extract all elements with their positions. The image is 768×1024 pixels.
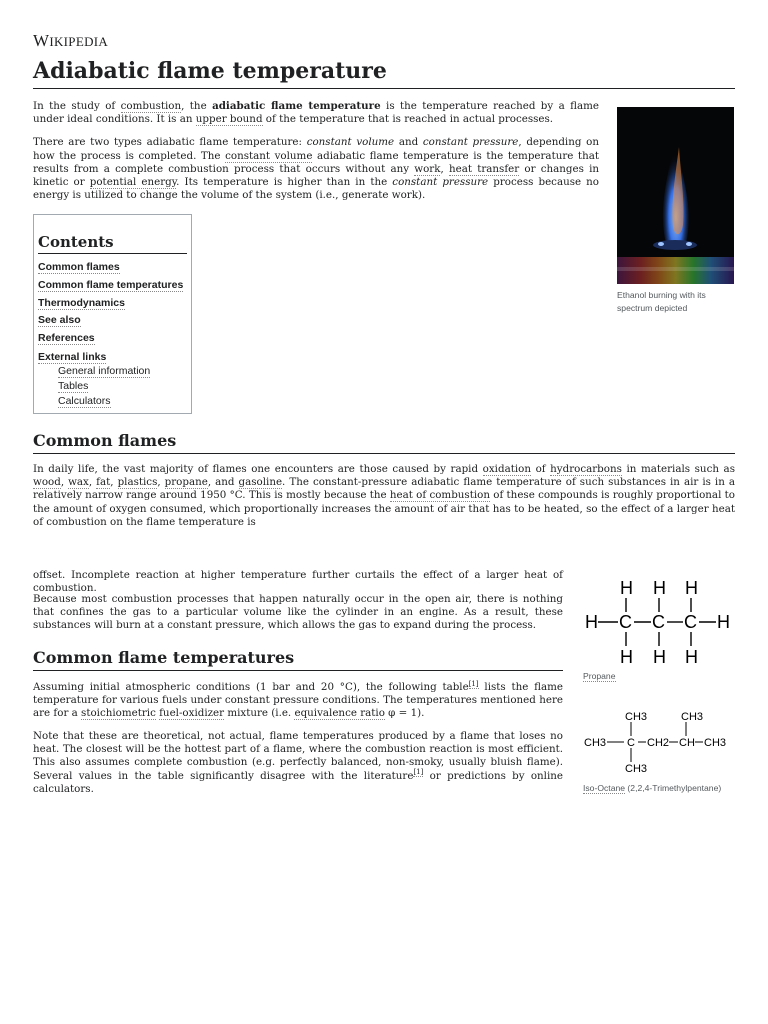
common-flames-paragraph-2: Because most combustion processes that happen naturally occur in the open air, there is nothing that confines the gas to a particular volume like the cylinder in an engine. As a result, these substances will burn at a constant pressure, which allows the gas to expand during the process.	[33, 593, 563, 632]
propane-atom: C	[652, 612, 665, 632]
common-flames-paragraph-1-continued: offset. Incomplete reaction at higher temperature further curtails the effect of a larger heat of combustion.	[33, 569, 563, 595]
link-heat-of-combustion[interactable]: heat of combustion	[389, 489, 490, 502]
propane-atom: H	[685, 578, 698, 598]
propane-atom: C	[684, 612, 697, 632]
table-of-contents	[33, 214, 192, 414]
link-stoichiometric[interactable]: stoichiometric	[81, 707, 156, 720]
iso-octane-caption-link[interactable]: Iso-Octane	[583, 783, 626, 793]
link-plastics[interactable]: plastics	[117, 476, 158, 489]
intro-section	[33, 100, 599, 202]
section-heading-common-flames: Common flames	[33, 431, 735, 454]
wikipedia-logo[interactable]: WIKIPEDIA	[33, 31, 109, 50]
propane-atom: H	[620, 647, 633, 666]
toc-subitem-tables[interactable]: Tables	[58, 380, 89, 393]
figure-propane	[583, 576, 735, 683]
link-wood[interactable]: wood	[33, 476, 61, 489]
intro-paragraph-2: There are two types adiabatic flame temperature: constant volume and constant pressure, depending on how the process is completed. The constant volume adiabatic flame temperature is the temperature that results from a complete combustion process that occurs without any work, heat transfer or changes in kinetic or potential energy. Its temperature is higher than in the constant pressure process because no energy is utilized to change the volume of the system (i.e., generate work).	[33, 136, 600, 202]
reference-link-1[interactable]: [1]	[468, 679, 479, 688]
common-flames-paragraph-1: In daily life, the vast majority of flames one encounters are those caused by rapid oxidation of hydrocarbons in materials such as wood, wax, fat, plastics, propane, and gasoline. The constant-pressure adiabatic flame temperature of such substances in air is in a relatively narrow range around 1950 °C. This is mostly because the heat of combustion of these compounds is roughly proportional to the amount of oxygen consumed, which proportionally increases the amount of air that has to be heated, so the effect of a larger heat of combustion on the flame temperature is	[33, 463, 736, 528]
link-heat-transfer[interactable]: heat transfer	[448, 162, 520, 175]
iso-octane-label: C	[627, 737, 635, 749]
link-wax[interactable]: wax	[68, 476, 89, 489]
link-combustion[interactable]: combustion	[120, 100, 182, 112]
link-hydrocarbons[interactable]: hydrocarbons	[550, 463, 622, 475]
figure-ethanol-flame	[617, 107, 734, 314]
toc-item-common-flames[interactable]: Common flames	[38, 261, 120, 273]
temps-paragraph-1: Assuming initial atmospheric conditions (1 bar and 20 °C), the following table[1] lists the flame temperature for various fuels under constant pressure conditions. The temperatures mentioned here are for a stoichiometric fuel-oxidizer mixture (i.e. equivalence ratio φ = 1).	[33, 679, 563, 720]
propane-atom: H	[717, 612, 730, 632]
iso-octane-label: CH3	[625, 711, 648, 723]
propane-atom: C	[619, 612, 632, 632]
page-title: Adiabatic flame temperature	[33, 58, 735, 89]
propane-caption-link[interactable]: Propane	[583, 671, 616, 681]
link-upper-bound[interactable]: upper bound	[195, 113, 263, 126]
link-constant-volume[interactable]: constant volume	[225, 149, 313, 162]
iso-octane-label: CH3	[625, 763, 648, 775]
toc-item-thermodynamics[interactable]: Thermodynamics	[38, 296, 125, 309]
toc-title: Contents	[38, 233, 187, 254]
iso-octane-label: CH	[679, 737, 695, 749]
link-work[interactable]: work	[414, 162, 441, 175]
link-gasoline[interactable]: gasoline	[238, 476, 283, 489]
ethanol-flame-image[interactable]	[617, 107, 734, 284]
link-equivalence-ratio[interactable]: equivalence ratio	[294, 707, 385, 720]
propane-atom: H	[653, 647, 666, 666]
link-potential-energy[interactable]: potential energy	[89, 176, 177, 189]
intro-paragraph-1: In the study of combustion, the adiabatic flame temperature is the temperature reached by a flame under ideal conditions. It is an upper bound of the temperature that is reached in actual processes.	[33, 100, 600, 126]
iso-octane-label: CH3	[584, 737, 607, 749]
propane-atom: H	[585, 612, 598, 632]
toc-subitem-general-information[interactable]: General information	[58, 364, 151, 377]
link-propane[interactable]: propane	[164, 476, 208, 489]
propane-atom: H	[620, 578, 633, 598]
link-oxidation[interactable]: oxidation	[482, 463, 531, 475]
propane-atom: H	[685, 647, 698, 666]
link-fat[interactable]: fat	[96, 476, 111, 489]
toc-subitem-calculators[interactable]: Calculators	[58, 395, 111, 408]
propane-atom: H	[653, 578, 666, 598]
propane-structure-image[interactable]	[583, 576, 735, 666]
iso-octane-label: CH3	[681, 711, 704, 723]
iso-octane-label: CH2	[647, 737, 670, 749]
link-fuel-oxidizer[interactable]: fuel-oxidizer	[159, 707, 225, 720]
toc-item-common-flame-temperatures[interactable]: Common flame temperatures	[38, 278, 184, 291]
section-heading-common-flame-temperatures: Common flame temperatures	[33, 648, 563, 671]
toc-item-references[interactable]: References	[38, 332, 95, 345]
temps-paragraph-2: Note that these are theoretical, not actual, flame temperatures produced by a flame that loses no heat. The closest will be the hottest part of a flame, where the combustion reaction is most efficient. This also assumes complete combustion (e.g. perfectly balanced, non-smoky, usually bluish flame). Several values in the table significantly disagree with the literature[1] or predictions by online calculators.	[33, 730, 563, 795]
iso-octane-label: CH3	[704, 737, 727, 749]
toc-item-see-also[interactable]: See also	[38, 314, 81, 327]
figure-caption: Ethanol burning with its spectrum depicted	[617, 290, 706, 313]
figure-iso-octane	[583, 708, 735, 795]
iso-octane-structure-image[interactable]	[583, 708, 735, 776]
iso-octane-caption-text: (2,2,4-Trimethylpentane)	[625, 783, 722, 793]
toc-item-external-links[interactable]: External links	[38, 350, 107, 363]
reference-link-2[interactable]: [1]	[413, 768, 424, 777]
